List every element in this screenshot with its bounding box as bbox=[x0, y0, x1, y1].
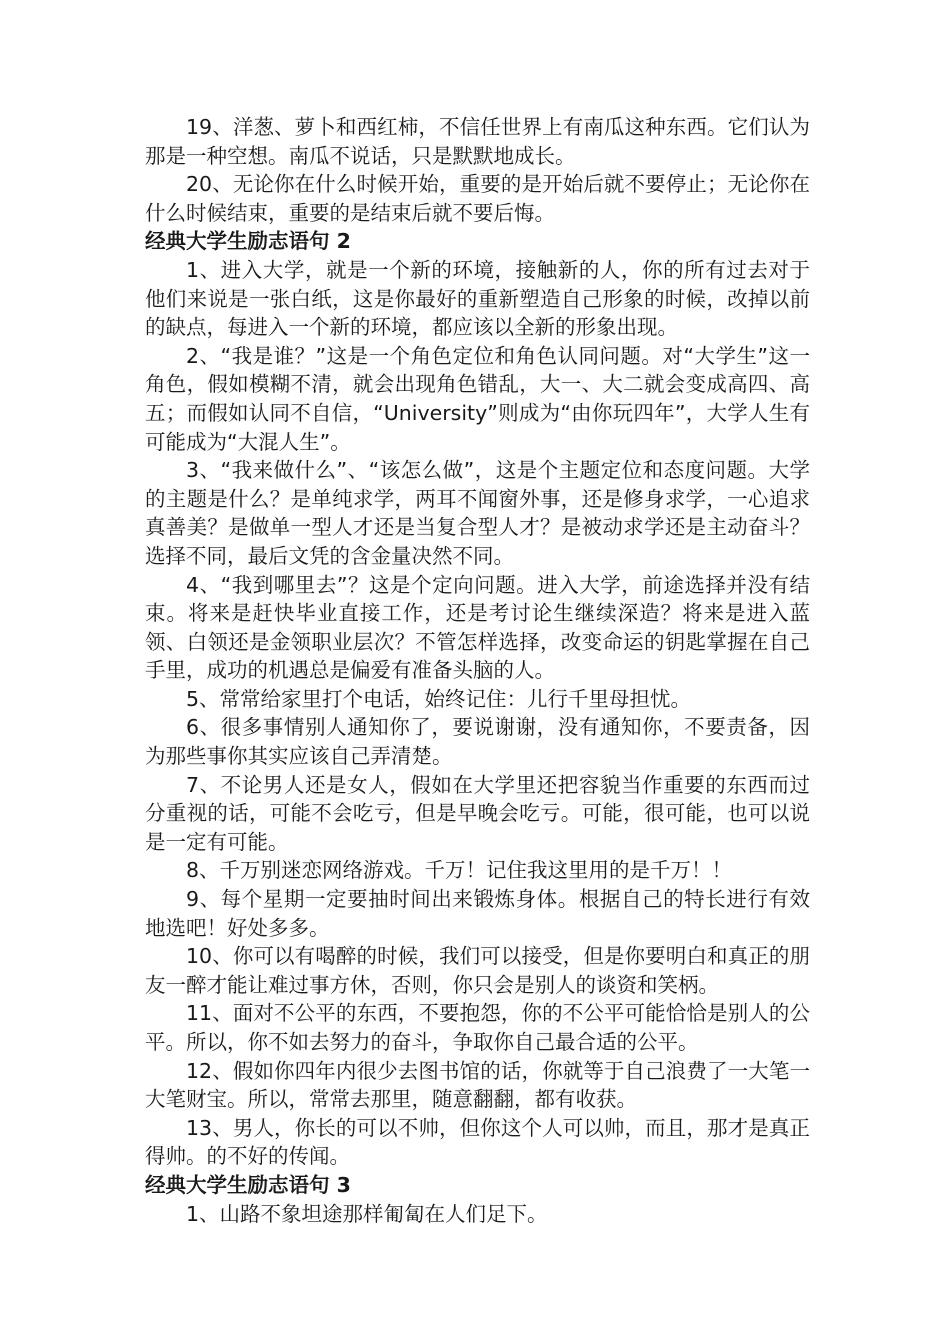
paragraph: 11、面对不公平的东西，不要抱怨，你的不公平可能恰恰是别人的公平。所以，你不如去努力的奋斗，争取你自己最合适的公平。 bbox=[145, 1001, 810, 1054]
paragraph: 12、假如你四年内很少去图书馆的话，你就等于自己浪费了一大笔一大笔财宝。所以，常常去那里，随意翻翻，都有收获。 bbox=[145, 1058, 810, 1112]
paragraph: 7、不论男人还是女人，假如在大学里还把容貌当作重要的东西而过分重视的话，可能不会吃亏，但是早晚会吃亏。可能，很可能，也可以说是一定有可能。 bbox=[145, 772, 810, 854]
section-heading: 经典大学生励志语句 2 bbox=[145, 229, 351, 254]
paragraph: 1、进入大学，就是一个新的环境，接触新的人，你的所有过去对于他们来说是一张白纸，这是你最好的重新塑造自己形象的时候，改掉以前的缺点，每进入一个新的环境，都应该以全新的形象出现。 bbox=[145, 257, 810, 340]
paragraph: 5、常常给家里打个电话，始终记住：儿行千里母担忧。 bbox=[186, 686, 692, 711]
paragraph: 19、洋葱、萝卜和西红柿，不信任世界上有南瓜这种东西。它们认为那是一种空想。南瓜不说话，只是默默地成长。 bbox=[145, 115, 810, 168]
paragraph: 3、“我来做什么”、“该怎么做”，这是个主题定位和态度问题。大学的主题是什么？是单纯求学，两耳不闻窗外事，还是修身求学，一心追求真善美？是做单一型人才还是当复合型人才？是被动求学还是主动奋斗？选择不同，最后文凭的含金量决然不同。 bbox=[145, 458, 810, 568]
section-heading: 经典大学生励志语句 3 bbox=[145, 1172, 351, 1197]
paragraph: 2、“我是谁？”这是一个角色定位和角色认同问题。对“大学生”这一角色，假如模糊不清，就会出现角色错乱，大一、大二就会变成高四、高五；而假如认同不自信，“University”则成为“由你玩四年”，大学人生有可能成为“大混人生”。 bbox=[145, 343, 810, 454]
paragraph: 20、无论你在什么时候开始，重要的是开始后就不要停止；无论你在什么时候结束，重要的是结束后就不要后悔。 bbox=[145, 172, 810, 225]
paragraph: 8、千万别迷恋网络游戏。千万！记住我这里用的是千万！！ bbox=[186, 858, 733, 883]
paragraph: 9、每个星期一定要抽时间出来锻炼身体。根据自己的特长进行有效地选吧！好处多多。 bbox=[145, 887, 810, 940]
paragraph: 13、男人，你长的可以不帅，但你这个人可以帅，而且，那才是真正得帅。的不好的传闻。 bbox=[145, 1115, 810, 1169]
paragraph: 6、很多事情别人通知你了，要说谢谢，没有通知你，不要责备，因为那些事你其实应该自己弄清楚。 bbox=[145, 715, 810, 769]
paragraph: 4、“我到哪里去”？这是个定向问题。进入大学，前途选择并没有结束。将来是赶快毕业直接工作，还是考讨论生继续深造？将来是进入蓝领、白领还是金领职业层次？不管怎样选择，改变命运的钥匙掌握在自己手里，成功的机遇总是偏爱有准备头脑的人。 bbox=[145, 572, 810, 683]
paragraph: 10、你可以有喝醉的时候，我们可以接受，但是你要明白和真正的朋友一醉才能让难过事方休，否则，你只会是别人的谈资和笑柄。 bbox=[145, 944, 810, 997]
paragraph: 1、山路不象坦途那样匍匐在人们足下。 bbox=[186, 1201, 548, 1226]
